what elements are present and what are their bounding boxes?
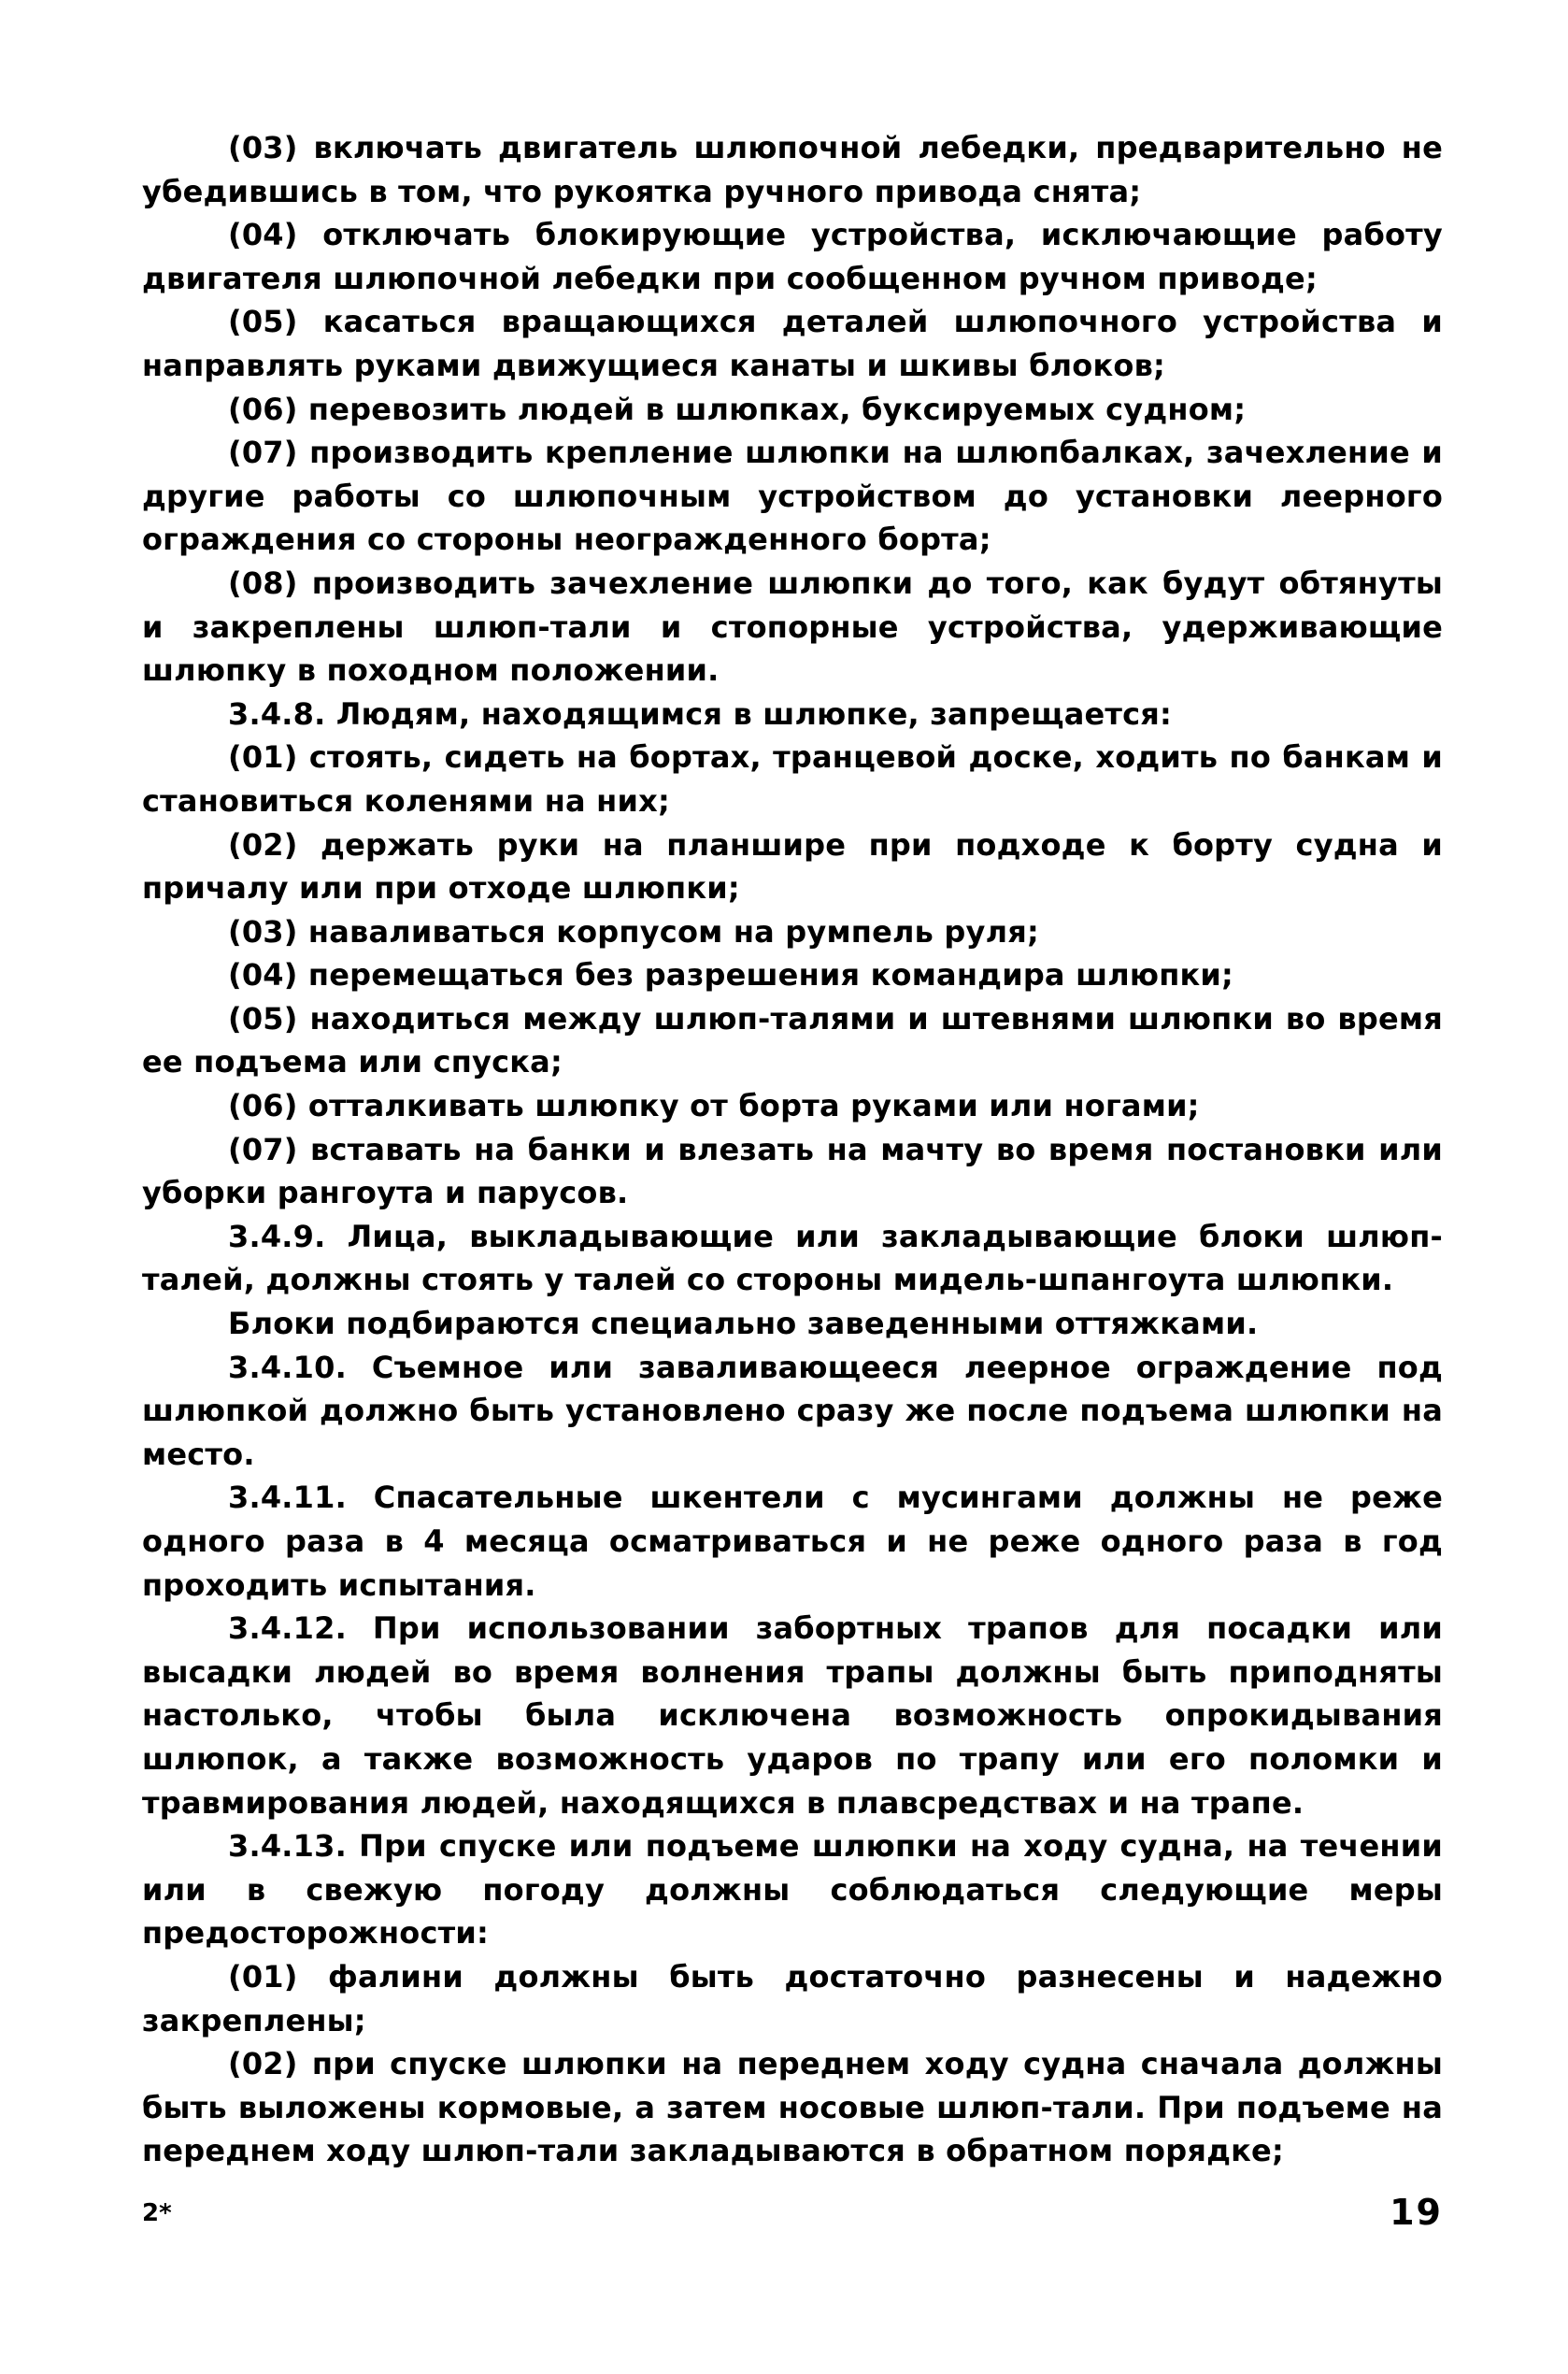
paragraph: (02) держать руки на планшире при подходе к борту судна и причалу или при отходе шлюпки; xyxy=(142,826,1443,907)
paragraph: (07) производить крепление шлюпки на шлюпбалках, зачехление и другие работы со шлюпочным устройством до установки леерного ограждения со стороны неогражденного борта; xyxy=(142,435,1443,558)
paragraph: (06) перевозить людей в шлюпках, буксируемых судном; xyxy=(228,391,1247,427)
document-body xyxy=(142,126,1443,2173)
paragraph: (03) включать двигатель шлюпочной лебедки, предварительно не убедившись в том, что рукоятка ручного привода снята; xyxy=(142,130,1443,209)
signature-mark: 2* xyxy=(142,2199,172,2227)
paragraph: (01) фалини должны быть достаточно разнесены и надежно закреплены; xyxy=(142,1958,1443,2038)
section-3-4-13: 3.4.13. При спуске или подъеме шлюпки на ходу судна, на течении или в свежую погоду должны соблюдаться следующие меры предосторожности: xyxy=(142,1828,1443,1952)
paragraph: (05) находиться между шлюп-талями и штевнями шлюпки во время ее подъема или спуска; xyxy=(142,1000,1443,1080)
paragraph: (07) вставать на банки и влезать на мачту во время постановки или уборки рангоута и парусов. xyxy=(142,1131,1443,1211)
section-3-4-11: 3.4.11. Спасательные шкентели с мусингами должны не реже одного раза в 4 месяца осматриваться и не реже одного раза в год проходить испытания. xyxy=(142,1480,1443,1603)
page-footer xyxy=(142,2192,1443,2238)
paragraph: (04) перемещаться без разрешения командира шлюпки; xyxy=(228,957,1234,994)
paragraph: (02) при спуске шлюпки на переднем ходу судна сначала должны быть выложены кормовые, а затем носовые шлюп-тали. При подъеме на переднем ходу шлюп-тали закладываются в обратном порядке; xyxy=(142,2046,1443,2169)
paragraph: (01) стоять, сидеть на бортах, транцевой доске, ходить по банкам и становиться коленями на них; xyxy=(142,739,1443,819)
paragraph: (08) производить зачехление шлюпки до того, как будут обтянуты и закреплены шлюп-тали и стопорные устройства, удерживающие шлюпку в походном положении. xyxy=(142,565,1443,689)
section-3-4-10: 3.4.10. Съемное или заваливающееся леерное ограждение под шлюпкой должно быть установлено сразу же после подъема шлюпки на место. xyxy=(142,1349,1443,1472)
section-3-4-9: 3.4.9. Лица, выкладывающие или закладывающие блоки шлюп-талей, должны стоять у талей со стороны мидель-шпангоута шлюпки. xyxy=(142,1218,1443,1298)
section-3-4-12: 3.4.12. При использовании забортных трапов для посадки или высадки людей во время волнения трапы должны быть приподняты настолько, чтобы была исключена возможность опрокидывания шлюпок, а также возможность ударов по трапу или его поломки и травмирования людей, находящихся в плавсредствах и на трапе. xyxy=(142,1610,1443,1821)
paragraph: (06) отталкивать шлюпку от борта руками или ногами; xyxy=(228,1088,1200,1124)
page-number: 19 xyxy=(1390,2192,1443,2233)
paragraph: (05) касаться вращающихся деталей шлюпочного устройства и направлять руками движущиеся канаты и шкивы блоков; xyxy=(142,304,1443,383)
paragraph: Блоки подбираются специально заведенными оттяжками. xyxy=(228,1306,1259,1342)
paragraph: (04) отключать блокирующие устройства, исключающие работу двигателя шлюпочной лебедки при сообщенном ручном приводе; xyxy=(142,217,1443,296)
paragraph: (03) наваливаться корпусом на румпель руля; xyxy=(228,913,1039,950)
section-heading-3-4-8: 3.4.8. Людям, находящимся в шлюпке, запрещается: xyxy=(228,695,1173,732)
